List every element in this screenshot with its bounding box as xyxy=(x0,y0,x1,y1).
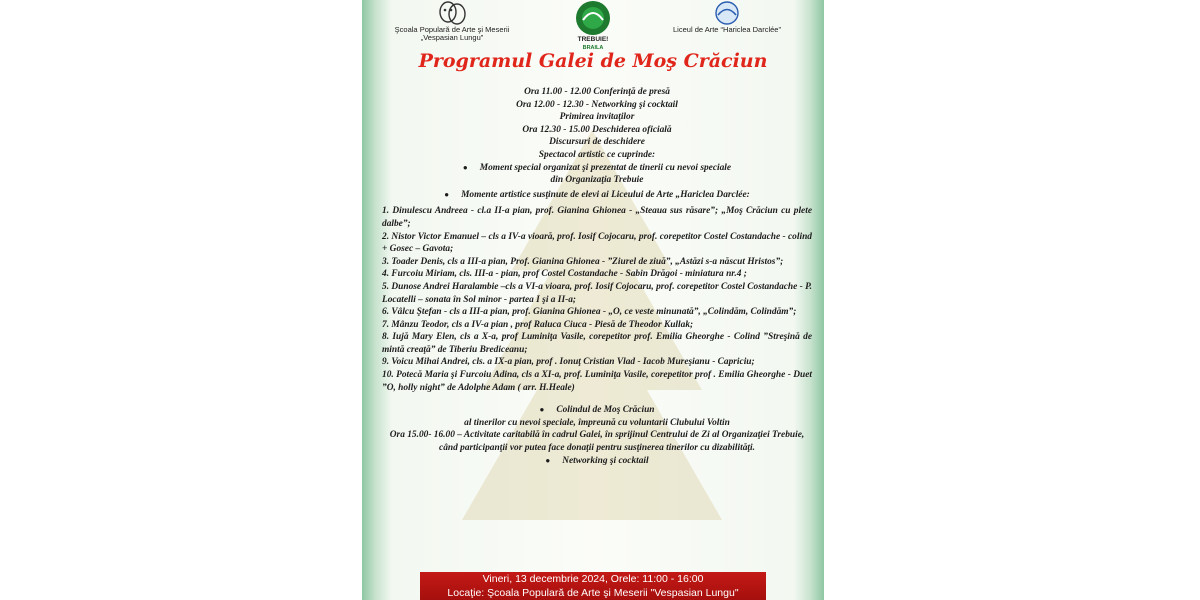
school-logo-line2: „Vespasian Lungu” xyxy=(420,33,484,42)
list-item: 8. Iujă Mary Elen, cls a X-a, prof Luminiţa Vasile, corepetitor prof. Emilia Gheorghe - Colind ”Streşină de mintă creaţă” de Tiberiu Brediceanu; xyxy=(382,332,812,355)
schedule-line: Discursuri de deschidere xyxy=(549,137,645,148)
list-item: 4. Furcoiu Miriam, cls. III-a - pian, prof Costel Costandache - Sabin Drăgoi - miniatura nr.4 ; xyxy=(382,269,747,280)
bullet-networking: ● Networking şi cocktail xyxy=(382,455,812,468)
list-item: 2. Nistor Victor Emanuel – cls a IV-a vioară, prof. Iosif Cojocaru, prof. corepetitor Costel Costandache - colind + Gosec – Gavota; xyxy=(382,231,812,255)
event-info-banner xyxy=(420,572,766,600)
list-item: 1. Dinulescu Andreea - cl.a II-a pian, prof. Gianina Ghionea - „Steaua sus răsare”; „Moş Crăciun cu plete dalbe”; xyxy=(382,206,812,229)
schedule-line: Ora 11.00 - 12.00 Conferinţă de presă xyxy=(524,87,670,97)
trebuie-logo xyxy=(558,0,628,52)
bullet-special-moment: ● Moment special organizat şi prezentat de tinerii cu nevoi speciale xyxy=(382,162,812,175)
masks-icon xyxy=(437,0,467,26)
list-item: 9. Voicu Mihai Andrei, cls. a IX-a pian, prof . Ionuţ Cristian Vlad - Iacob Mureşianu - Capriciu; xyxy=(382,357,755,368)
schedule-line: Primirea invitaţilor xyxy=(559,112,635,123)
performance-list xyxy=(382,205,812,394)
closing-line: al tinerilor cu nevoi speciale, împreună cu voluntarii Clubului Voltin xyxy=(464,417,730,428)
list-item: 5. Dunose Andrei Haralambie –cls a VI-a vioara, prof. Iosif Cojocaru, prof. corepetitor Costel Costandache - P. Locatelli – sonata în Sol minor - partea I şi a II-a; xyxy=(382,281,812,305)
event-date: Vineri, 13 decembrie 2024, Orele: 11:00 - 16:00 xyxy=(482,573,704,585)
trebuie-logo-name: TREBUIE! xyxy=(577,36,609,43)
liceul-emblem-icon xyxy=(711,0,743,26)
event-location: Locaţie: Şcoala Populară de Arte şi Meserii "Vespasian Lungu" xyxy=(447,587,739,599)
event-flyer xyxy=(362,0,824,600)
schedule-line: Ora 12.00 - 12.30 - Networking şi cocktail xyxy=(516,99,678,110)
trebuie-emblem-icon xyxy=(571,0,615,36)
bullet-special-moment-cont: din Organizaţia Trebuie xyxy=(550,175,644,186)
closing-line: Ora 15.00- 16.00 – Activitate caritabilă în cadrul Galei, în sprijinul Centrului de Zi al Organizaţiei Trebuie, când participanţii vor putea face donaţii pentru susţinerea tinerilor cu dizabilităţi. xyxy=(389,430,805,454)
bullet-artistic-moments: ● Momente artistice susţinute de elevi ai Liceului de Arte „Hariclea Darclée: xyxy=(382,189,812,202)
liceul-logo xyxy=(662,0,792,34)
liceul-logo-name: Liceul de Arte “Hariclea Darclée” xyxy=(673,25,781,34)
school-logo xyxy=(392,0,512,42)
list-item: 6. Vâlcu Ştefan - cls a III-a pian, prof. Gianina Ghionea - „O, ce veste minunată”, „Colindăm, Colindăm”; xyxy=(382,307,797,318)
school-logo-line1: Şcoala Populară de Arte şi Meserii xyxy=(394,25,510,34)
list-item: 3. Toader Denis, cls a III-a pian, Prof. Gianina Ghionea - ”Ziurel de ziuă”, „Astăzi s-a născut Hristos”; xyxy=(382,256,784,267)
logo-header xyxy=(362,0,824,50)
trebuie-logo-city: BRAILA xyxy=(582,45,604,51)
page-title: Programul Galei de Moş Crăciun xyxy=(418,50,768,72)
bullet-carol: ● Colindul de Moş Crăciun xyxy=(382,404,812,417)
program-body xyxy=(382,86,812,467)
schedule-line: Spectacol artistic ce cuprinde: xyxy=(538,149,656,160)
list-item: 10. Potecă Maria şi Furcoiu Adina, cls a XI-a, prof. Luminiţa Vasile, corepetitor prof . Emilia Gheorghe - Duet ”O, holly night” de Adolphe Adam ( arr. H.Heale) xyxy=(382,370,812,393)
schedule-line: Ora 12.30 - 15.00 Deschiderea oficială xyxy=(522,124,672,135)
list-item: 7. Mânzu Teodor, cls a IV-a pian , prof Raluca Ciuca - Piesă de Theodor Kullak; xyxy=(382,319,694,330)
